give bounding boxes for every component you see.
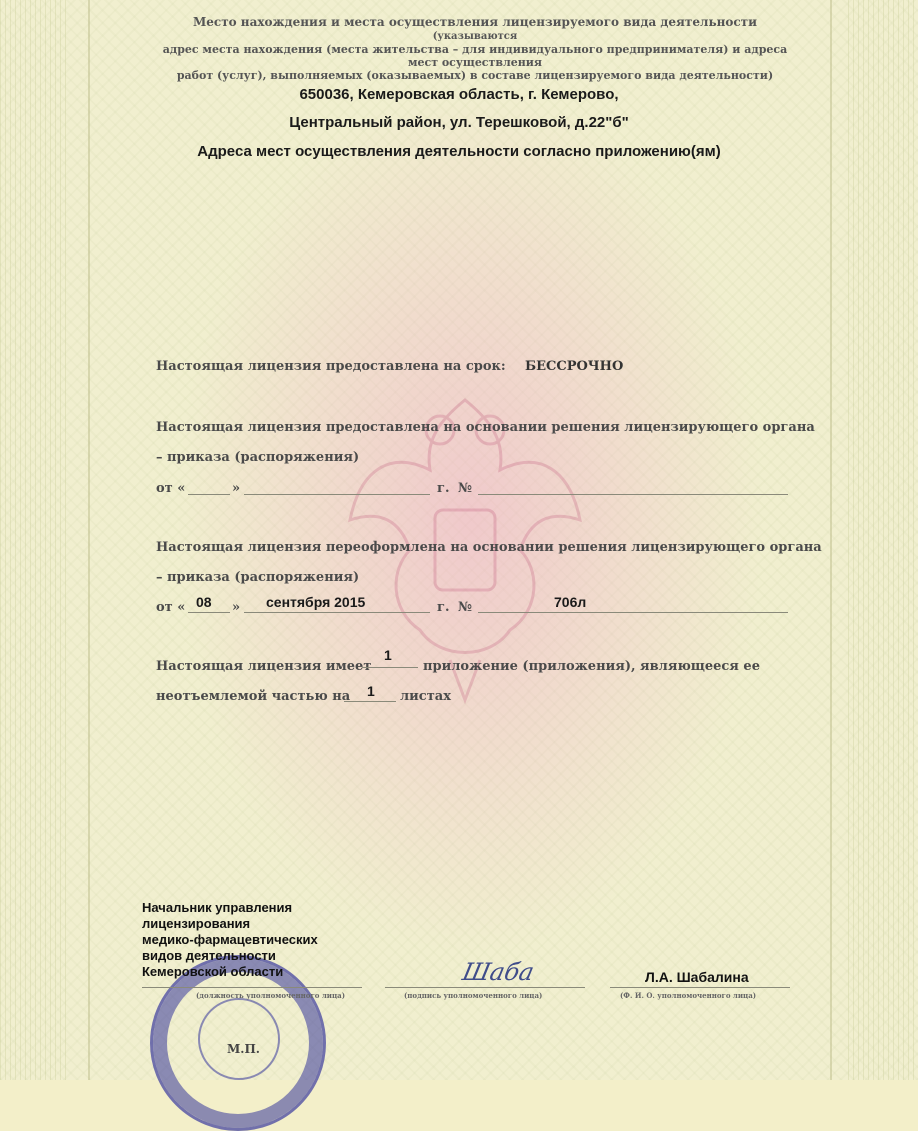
appendix-line2-end: листах (400, 689, 451, 704)
granted-close-quote: » (232, 481, 241, 496)
signatory-line-5: Кемеровской области (142, 964, 284, 979)
header-line1-note: (указываются (432, 31, 518, 42)
appendix-sheets-line (344, 701, 396, 702)
granted-number-label: № (458, 481, 473, 496)
reissued-from-label: от « (156, 600, 186, 615)
address-line-3: Адреса мест осуществления деятельности согласно приложению(ям) (197, 143, 721, 160)
reissued-number: 706л (554, 594, 587, 610)
granted-line-2: – приказа (распоряжения) (156, 450, 360, 465)
appendix-line2-start: неотъемлемой частью на (156, 689, 351, 704)
granted-from-label: от « (156, 481, 186, 496)
reissued-number-line (478, 612, 788, 613)
left-border-pattern (0, 0, 70, 1080)
term-label: Настоящая лицензия предоставлена на срок: (156, 359, 506, 374)
position-caption: (должность уполномоченного лица) (196, 991, 346, 1000)
signature-line (385, 987, 585, 988)
term-value: БЕССРОЧНО (525, 359, 624, 374)
reissued-day: 08 (196, 594, 212, 610)
signatory-position (142, 900, 318, 980)
granted-line-1: Настоящая лицензия предоставлена на основании решения лицензирующего органа (156, 420, 815, 435)
right-border-pattern (848, 0, 918, 1080)
signatory-line-2: лицензирования (142, 916, 251, 931)
header-line3: работ (услуг), выполняемых (оказываемых) в составе лицензируемого вида деятельности) (176, 69, 774, 82)
reissued-year-label: г. (437, 600, 450, 615)
reissued-number-label: № (458, 600, 473, 615)
stamp-emblem (198, 998, 280, 1080)
signatory-name: Л.А. Шабалина (645, 969, 749, 985)
reissued-month-year: сентября 2015 (266, 594, 366, 610)
signatory-line-3: медико-фармацевтических (142, 932, 318, 947)
header-text (150, 16, 800, 82)
granted-month-line (244, 494, 430, 495)
handwritten-signature: Шаба (460, 958, 537, 986)
header-line1: Место нахождения и места осуществления лицензируемого вида деятельности (192, 15, 758, 29)
name-line (610, 987, 790, 988)
granted-day-line (188, 494, 230, 495)
reissued-line-2: – приказа (распоряжения) (156, 570, 360, 585)
reissued-day-line (188, 612, 230, 613)
granted-number-line (478, 494, 788, 495)
header-line2: адрес места нахождения (места жительства – для индивидуального предпринимателя) и адреса мест осуществления (162, 43, 788, 69)
appendix-count: 1 (384, 647, 392, 663)
reissued-month-line (244, 612, 430, 613)
reissued-close-quote: » (232, 600, 241, 615)
signatory-line-1: Начальник управления (142, 900, 293, 915)
signatory-line-4: видов деятельности (142, 948, 276, 963)
address-line-2: Центральный район, ул. Терешковой, д.22"б" (289, 114, 629, 131)
signature-caption: (подпись уполномоченного лица) (404, 991, 543, 1000)
position-line (142, 987, 362, 988)
name-caption: (Ф. И. О. уполномоченного лица) (620, 991, 757, 1000)
stamp-label: М.П. (227, 1042, 260, 1056)
appendix-line1-start: Настоящая лицензия имеет (156, 659, 372, 674)
appendix-line1-end: приложение (приложения), являющееся ее (423, 659, 760, 674)
appendix-sheets: 1 (367, 683, 375, 699)
granted-year-label: г. (437, 481, 450, 496)
reissued-line-1: Настоящая лицензия переоформлена на основании решения лицензирующего органа (156, 540, 822, 555)
appendix-count-line (362, 667, 418, 668)
address-line-1: 650036, Кемеровская область, г. Кемерово, (299, 86, 619, 103)
